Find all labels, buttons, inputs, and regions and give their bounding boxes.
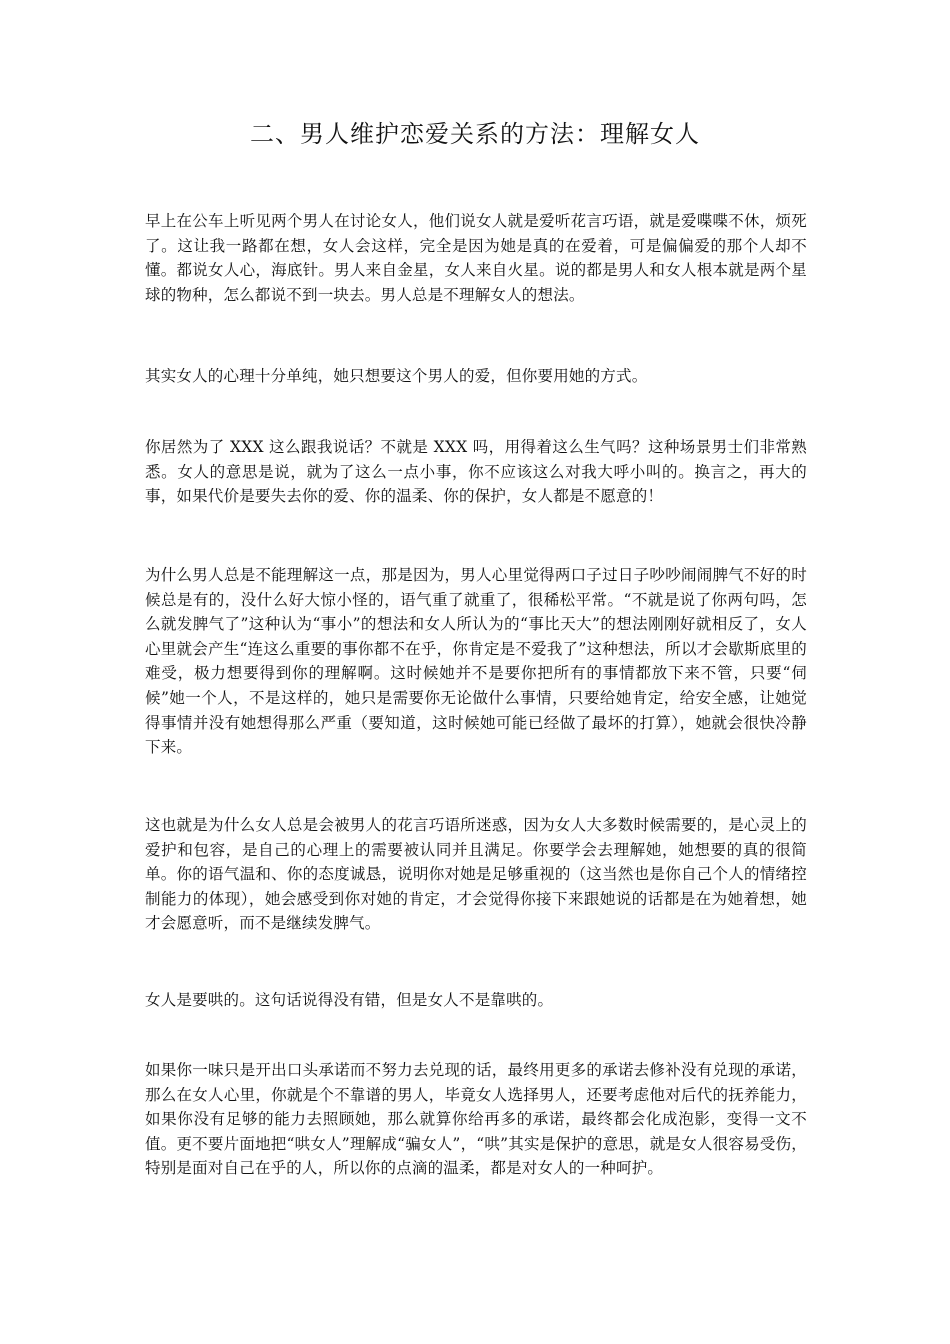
paragraph-7: 如果你一味只是开出口头承诺而不努力去兑现的话，最终用更多的承诺去修补没有兑现的承诺，那么在女人心里，你就是个不靠谱的男人，毕竟女人选择男人，还要考虑他对后代的抚养能力，如果你没有足够的能力去照顾她，那么就算你给再多的承诺，最终都会化成泡影，变得一文不值。更不要片面地把“哄女人”理解成“骗女人”，“哄”其实是保护的意思，就是女人很容易受伤，特别是面对自己在乎的人，所以你的点滴的温柔，都是对女人的一种呵护。 <box>145 1061 807 1178</box>
paragraph-5: 这也就是为什么女人总是会被男人的花言巧语所迷惑，因为女人大多数时候需要的，是心灵上的爱护和包容，是自己的心理上的需要被认同并且满足。你要学会去理解她，她想要的真的很简单。你的语气温和、你的态度诚恳，说明你对她是足够重视的（这当然也是你自己个人的情绪控制能力的体现），她会感受到你对她的肯定，才会觉得你接下来跟她说的话都是在为她着想，她才会愿意听，而不是继续发脾气。 <box>145 816 807 933</box>
paragraph-6: 女人是要哄的。这句话说得没有错，但是女人不是靠哄的。 <box>145 991 554 1009</box>
paragraph-2: 其实女人的心理十分单纯，她只想要这个男人的爱，但你要用她的方式。 <box>145 367 648 385</box>
document-title: 二、男人维护恋爱关系的方法：理解女人 <box>250 120 700 148</box>
paragraph-3: 你居然为了 XXX 这么跟我说话？不就是 XXX 吗，用得着这么生气吗？这种场景男士们非常熟悉。女人的意思是说，就为了这么一点小事，你不应该这么对我大呼小叫的。换言之，再大的事，如果代价是要失去你的爱、你的温柔、你的保护，女人都是不愿意的！ <box>145 438 807 506</box>
paragraph-4: 为什么男人总是不能理解这一点，那是因为，男人心里觉得两口子过日子吵吵闹闹脾气不好的时候总是有的，没什么好大惊小怪的，语气重了就重了，很稀松平常。“不就是说了你两句吗，怎么就发脾气了”这种认为“事小”的想法和女人所认为的“事比天大”的想法刚刚好就相反了，女人心里就会产生“连这么重要的事你都不在乎，你肯定是不爱我了”这种想法，所以才会歇斯底里的难受，极力想要得到你的理解啊。这时候她并不是要你把所有的事情都放下来不管，只要“伺候”她一个人，不是这样的，她只是需要你无论做什么事情，只要给她肯定，给安全感，让她觉得事情并没有她想得那么严重（要知道，这时候她可能已经做了最坏的打算），她就会很快冷静下来。 <box>145 566 807 757</box>
paragraph-1: 早上在公车上听见两个男人在讨论女人，他们说女人就是爱听花言巧语，就是爱喋喋不休，烦死了。这让我一路都在想，女人会这样，完全是因为她是真的在爱着，可是偏偏爱的那个人却不懂。都说女人心，海底针。男人来自金星，女人来自火星。说的都是男人和女人根本就是两个星球的物种，怎么都说不到一块去。男人总是不理解女人的想法。 <box>145 212 807 304</box>
